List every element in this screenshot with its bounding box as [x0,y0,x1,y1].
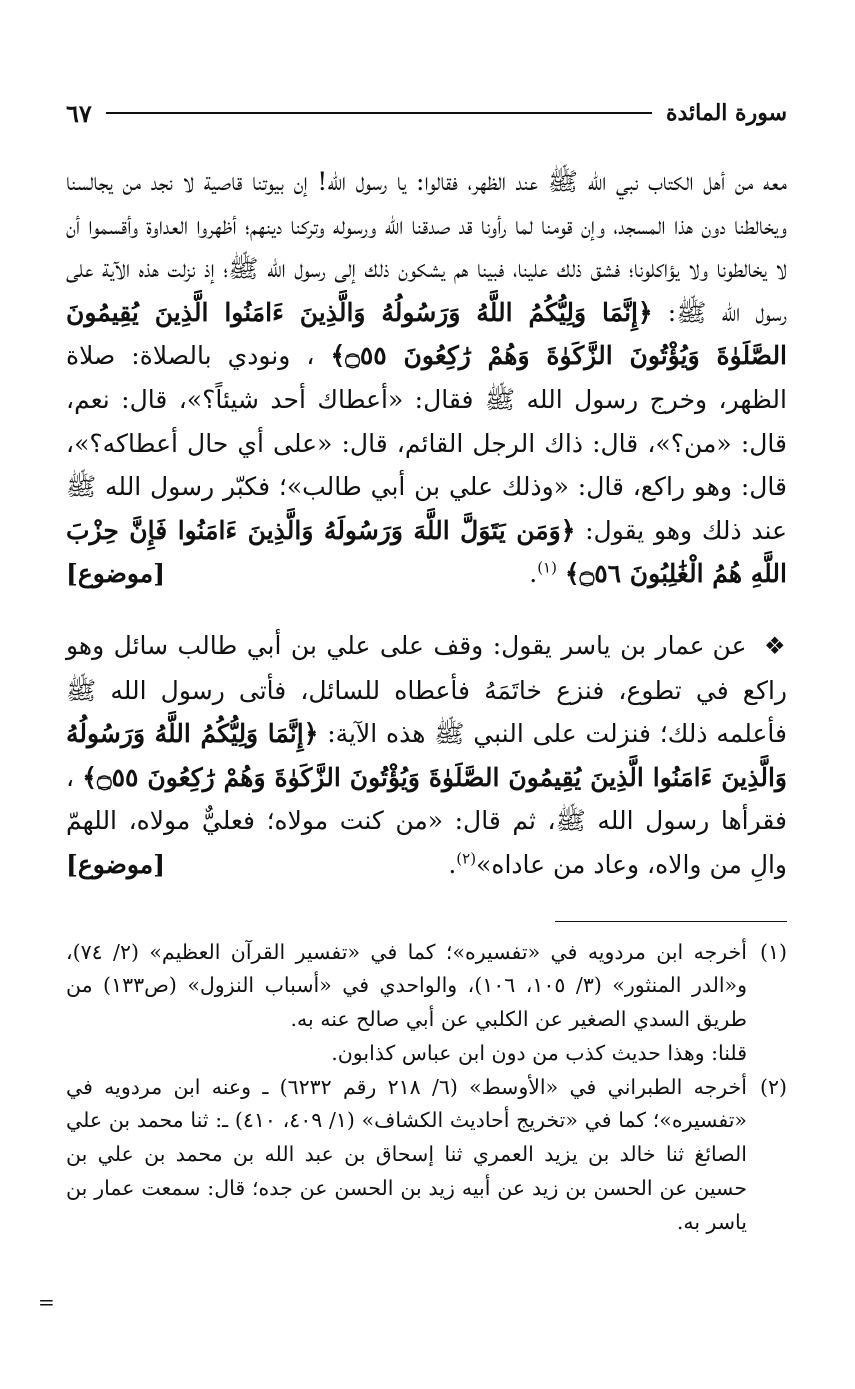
footnote-note: قلنا: وهذا حديث كذب من دون ابن عباس كذابون. [331,1040,747,1065]
quran-verse: ﴿وَمَن يَتَوَلَّ اللَّهَ وَرَسُولَهُ وَالَّذِينَ ءَامَنُوا فَإِنَّ حِزْبَ اللَّهِ هُمُ الْغَٰلِبُونَ ۝٥٦﴾ [66,515,787,589]
footnote-body [66,1071,747,1240]
footnotes [66,936,787,1240]
sentence-end: . [529,559,538,589]
footnote-text: أخرجه الطبراني في «الأوسط» (٦/ ٢١٨ رقم ٦٢٣٢) ـ وعنه ابن مردويه في «تفسيره»؛ كما في «تخريج أحاديث الكشاف» (١/ ٤٠٩، ٤١٠) ـ: ثنا محمد بن علي الصائغ ثنا خالد بن يزيد العمري ثنا إسحاق بن عبد الله بن محمد بن علي بن حسين عن الحسن بن زيد عن أبيه زيد بن الحسن عن جده؛ قال: سمعت عمار بن ياسر به. [66,1074,747,1234]
hadith-grade: [موضوع] [66,559,166,589]
paragraph-text: معه من أهل الكتاب نبي الله ﷺ عند الظهر، فقالوا: يا رسول الله! إن بيوتنا قاصية لا نجد من يجالسنا ويخالطنا دون هذا المسجد، وإن قومنا لما رأونا قد صدقنا الله ورسوله وتركنا دينهم؛ أظهروا العداوة وأقسموا أن لا يخالطونا ولا يؤاكلونا؛ فشق ذلك علينا، فبينا هم يشكون ذلك إلى رسول الله ﷺ؛ إذ نزلت هذه الآية على رسول الله ﷺ: [66,167,787,327]
header-rule [106,112,652,114]
hadith-paragraph-1 [66,160,787,596]
footnote-separator [555,921,787,922]
page-number: ٦٧ [66,98,92,128]
footnote-text: أخرجه ابن مردويه في «تفسيره»؛ كما في «تفسير القرآن العظيم» (٢/ ٧٤)، و«الدر المنثور» (٣/ ١٠٥، ١٠٦)، والواحدي في «أسباب النزول» (ص١٣٣) من طريق السدي الصغير عن الكلبي عن أبي صالح عنه به. [66,939,747,1032]
surah-title: سورة المائدة [665,100,787,126]
paragraph-text: ، ونودي بالصلاة: صلاة الظهر، وخرج رسول الله ﷺ فقال: «أعطاك أحد شيئاً؟»، قال: نعم، قال: «من؟»، قال: ذاك الرجل القائم، قال: «على أي حال أعطاكه؟»، قال: وهو راكع، قال: «وذلك علي بن أبي طالب»؛ فكبّر رسول الله ﷺ عند ذلك وهو يقول: [66,341,787,545]
hadith-paragraph-2 [66,624,787,887]
footnote-ref[interactable]: (٢) [456,849,477,868]
footnote-mark: (١) [759,939,787,964]
quran-verse: ﴿إِنَّمَا وَلِيُّكُمُ اللَّهُ وَرَسُولُهُ وَالَّذِينَ ءَامَنُوا الَّذِينَ يُقِيمُونَ الصَّلَوٰةَ وَيُؤْتُونَ الزَّكَوٰةَ وَهُمْ رَٰكِعُونَ ۝٥٥﴾ [66,297,788,371]
footnote-ref[interactable]: (١) [537,559,557,578]
continuation-mark: = [38,1290,55,1314]
footnote-2 [66,1071,787,1240]
running-header [66,92,787,134]
footnote-body [66,936,747,1071]
paragraph-text: عن عمار بن ياسر يقول: وقف على علي بن أبي طالب سائل وهو راكع في تطوع، فنزع خاتَمَهُ فأعطاه للسائل، فأتى رسول الله ﷺ فأعلمه ذلك؛ فنزلت على النبي ﷺ هذه الآية: [66,630,788,749]
hadith-grade: [موضوع] [66,849,166,879]
footnote-1 [66,936,787,1071]
footnote-mark: (٢) [759,1074,787,1099]
quran-verse: ﴿إِنَّمَا وَلِيُّكُمُ اللَّهُ وَرَسُولُهُ وَالَّذِينَ ءَامَنُوا الَّذِينَ يُقِيمُونَ الصَّلَوٰةَ وَيُؤْتُونَ الزَّكَوٰةَ وَهُمْ رَٰكِعُونَ ۝٥٥﴾ [66,719,787,792]
sentence-end: . [448,849,457,879]
bullet-diamond-icon: ❖ [763,631,787,660]
paragraph-text: ، فقرأها رسول الله ﷺ، ثم قال: «من كنت مولاه؛ فعليٌّ مولاه، اللهمّ والِ من والاه، وعاد من عاداه» [66,762,787,879]
